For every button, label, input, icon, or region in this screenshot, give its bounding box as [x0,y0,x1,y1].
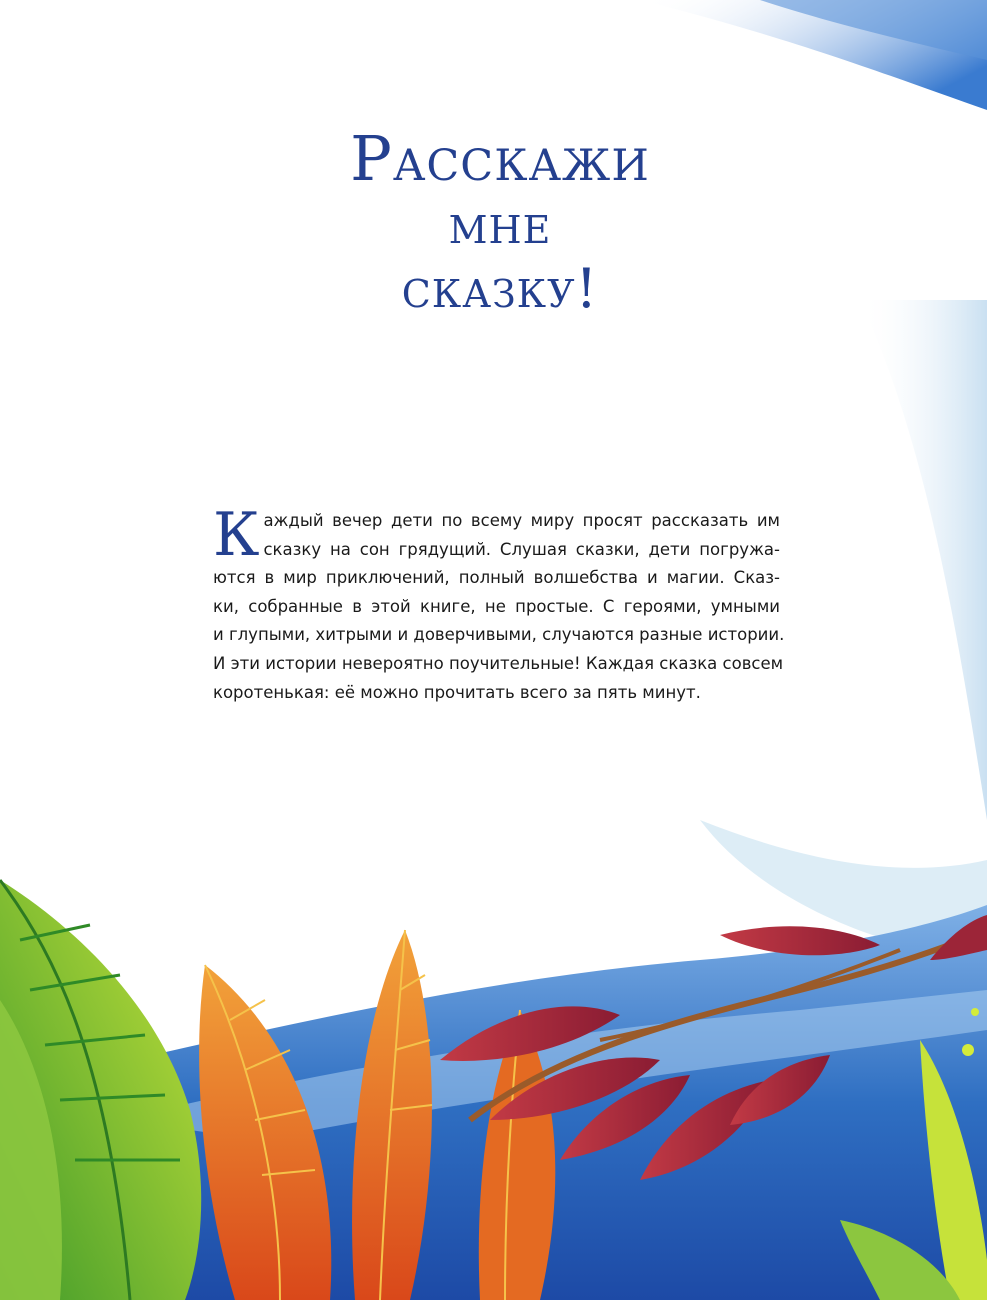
title-line-1: Расскажи [350,122,650,195]
page-title [250,122,750,320]
intro-line: ются в мир приключений, полный волшебства и магии. Сказ- [213,568,780,588]
title-line-3: сказку! [401,257,599,320]
orange-leaf-center [352,930,432,1300]
intro-line: И эти истории невероятно поучительные! Каждая сказка совсем [213,653,784,673]
intro-line: аждый вечер дети по всему миру просят рассказать им [263,511,780,530]
intro-line: коротенькая: её можно прочитать всего за пять минут. [213,682,701,702]
sky-fade-right [860,300,987,820]
intro-line: ки, собранные в этой книге, не простые. С героями, умными [213,596,780,616]
berry-dot [962,1044,974,1056]
drop-cap: К [213,500,260,570]
intro-paragraph [213,500,785,707]
title-line-2: мне [448,193,552,256]
intro-line: сказку на сон грядущий. Слушая сказки, дети погружа- [263,539,780,559]
intro-line: и глупыми, хитрыми и доверчивыми, случаются разные истории. [213,625,785,645]
green-leaf-left [0,880,201,1300]
